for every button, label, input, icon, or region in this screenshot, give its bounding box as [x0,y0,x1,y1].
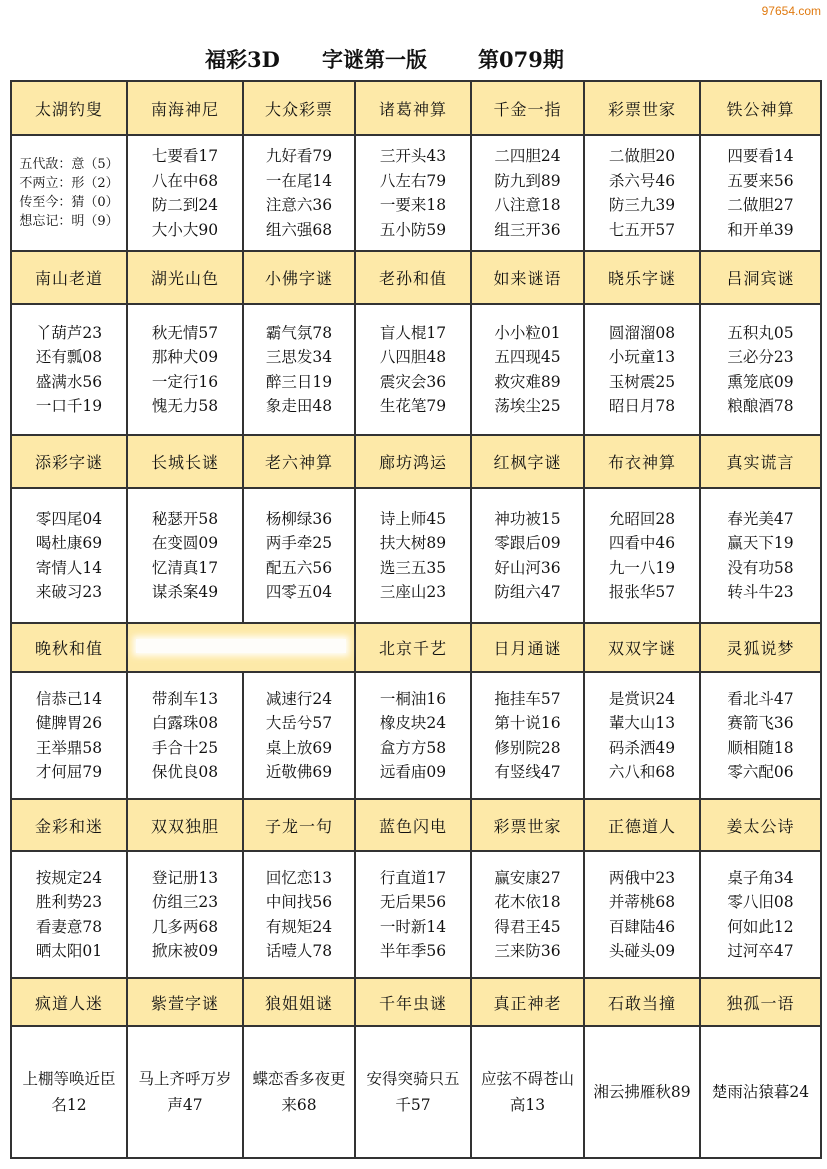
riddle-cell [700,851,821,978]
riddle-line: 胜利势23 [35,893,103,911]
column-author-header: 双双字谜 [584,623,700,672]
riddle-cell [584,851,700,978]
column-author-header: 真正神老 [471,978,584,1026]
riddle-line: 大岳兮57 [265,714,333,732]
riddle-line: 马上齐呼万岁声47 [138,1070,232,1114]
riddle-line: 玉树震25 [608,372,676,391]
riddle-line: 谋杀案49 [151,583,219,601]
column-author-header: 金彩和迷 [11,799,127,851]
riddle-cell [127,1026,243,1158]
riddle-line: 桌上放69 [265,738,333,757]
riddle-line: 四看中46 [608,534,676,552]
riddle-cell [355,304,471,435]
column-author-header: 姜太公诗 [700,799,821,851]
riddle-line: 九好看79 [265,147,333,165]
riddle-line: 防三九39 [608,196,676,214]
riddle-line: 八注意18 [494,196,561,214]
riddle-line: 八四胆48 [379,348,447,366]
riddle-line: 中间找56 [265,893,333,911]
section-body-row [11,304,821,435]
riddle-line: 一桐油16 [379,689,447,708]
riddle-cell [355,672,471,799]
column-author-header: 廊坊鸿运 [355,435,471,488]
riddle-grid [10,80,822,1159]
riddle-cell [584,135,700,251]
riddle-line: 四零五04 [265,583,333,601]
riddle-line: 五要来56 [727,171,794,190]
riddle-line: 有竖线47 [494,763,561,781]
riddle-line: 得君王45 [494,917,561,936]
riddle-line: 是赏识24 [608,689,676,708]
riddle-line: 杀六号46 [608,171,676,190]
riddle-line: 桌子角34 [727,868,794,887]
riddle-line: 霸气氛78 [265,323,333,342]
riddle-line: 三座山23 [379,583,447,601]
riddle-line: 头碰头09 [608,942,676,960]
riddle-line: 好山河36 [494,558,561,577]
riddle-cell [243,672,355,799]
riddle-line: 那种犬09 [151,348,219,366]
riddle-line: 二四胆24 [494,147,561,165]
riddle-line: 来破习23 [35,583,103,601]
page-title [0,44,827,78]
riddle-cell [127,135,243,251]
riddle-cell [471,672,584,799]
title-lottery: 福彩3D [205,47,280,72]
riddle-line: 花木依18 [494,893,561,911]
riddle-line: 蝶恋香多夜更来68 [252,1070,346,1114]
riddle-line: 安得突骑只五千57 [366,1070,460,1114]
riddle-line: 组三开36 [494,220,561,239]
riddle-line: 丫葫芦23 [35,323,103,342]
riddle-line: 话噎人78 [265,942,333,960]
riddle-line: 生花笔79 [379,397,447,415]
column-author-header: 铁公神算 [700,81,821,135]
riddle-line: 配五六56 [265,558,333,577]
column-author-header: 添彩字谜 [11,435,127,488]
riddle-line: 看妻意78 [35,917,103,936]
riddle-line: 一要来18 [379,196,447,214]
riddle-line: 愧无力58 [151,397,219,415]
section-body-row [11,135,821,251]
riddle-line: 半年季56 [379,942,447,960]
riddle-line: 八左右79 [379,171,447,190]
riddle-line: 才何屈79 [35,763,103,781]
riddle-line: 五小防59 [379,220,447,239]
column-author-header: 诸葛神算 [355,81,471,135]
column-author-header: 灵狐说梦 [700,623,821,672]
column-author-header: 大众彩票 [243,81,355,135]
riddle-line: 防组六47 [494,583,561,601]
riddle-cell [700,304,821,435]
riddle-line: 三必分23 [727,348,794,366]
column-author-header: 吕洞宾谜 [700,251,821,304]
riddle-line: 九一八19 [608,558,676,577]
riddle-line: 粮酿酒78 [727,397,794,415]
riddle-line: 有规矩24 [265,917,333,936]
riddle-line: 允昭回28 [608,509,676,528]
riddle-cell [11,1026,127,1158]
riddle-cell [355,135,471,251]
riddle-line: 应弦不碍苍山高13 [480,1070,574,1114]
riddle-cell [243,135,355,251]
riddle-cell [471,851,584,978]
riddle-line: 几多两68 [151,917,219,936]
riddle-cell [700,672,821,799]
riddle-line: 转斗牛23 [727,583,794,601]
obscured-header-area [136,639,346,653]
title-issue: 第079期 [478,47,564,72]
riddle-line: 上棚等唤近臣名12 [22,1070,116,1114]
column-author-header: 真实谎言 [700,435,821,488]
riddle-cell [11,672,127,799]
riddle-line: 不两立：形（2） [19,176,119,191]
riddle-line: 赢天下19 [727,534,794,552]
riddle-line: 近敬佛69 [265,763,333,781]
riddle-line: 忆清真17 [151,558,219,577]
section-header-row [11,251,821,304]
riddle-line: 健脾胃26 [35,714,103,732]
riddle-cell [471,304,584,435]
riddle-line: 湘云拂雁秋89 [593,1083,691,1101]
riddle-cell [355,851,471,978]
riddle-line: 在变圆09 [151,534,219,552]
riddle-line: 零八旧08 [727,893,794,911]
riddle-line: 赢安康27 [494,868,561,887]
riddle-line: 零六配06 [727,763,794,781]
riddle-line: 看北斗47 [727,689,794,708]
riddle-cell [127,851,243,978]
riddle-cell [11,851,127,978]
column-author-header: 子龙一句 [243,799,355,851]
riddle-line: 荡埃尘25 [494,397,561,415]
riddle-line: 七要看17 [151,147,219,165]
section-header-row [11,623,821,672]
riddle-cell [127,488,243,623]
riddle-line: 码杀洒49 [608,738,676,757]
riddle-line: 保优良08 [151,763,219,781]
riddle-line: 行直道17 [379,868,447,887]
riddle-line: 白露珠08 [151,714,219,732]
riddle-line: 三思发34 [265,348,333,366]
riddle-line: 熏笼底09 [727,372,794,391]
riddle-line: 一时新14 [379,917,447,936]
riddle-cell [355,1026,471,1158]
section-header-row [11,435,821,488]
riddle-line: 零跟后09 [494,534,561,552]
column-author-header: 晚秋和值 [11,623,127,672]
riddle-line: 王举鼎58 [35,738,103,757]
column-author-header [127,623,355,672]
section-body-row [11,488,821,623]
riddle-line: 象走田48 [265,397,333,415]
riddle-line: 圆溜溜08 [608,323,676,342]
riddle-cell [11,488,127,623]
riddle-cell [700,488,821,623]
riddle-line: 小小粒01 [494,323,561,342]
riddle-line: 信恭己14 [35,689,103,708]
riddle-line: 四要看14 [727,147,794,165]
riddle-cell [355,488,471,623]
riddle-line: 五积丸05 [727,323,794,342]
riddle-cell [11,304,127,435]
column-author-header: 双双独胆 [127,799,243,851]
riddle-line: 三开头43 [379,147,447,165]
riddle-line: 五四现45 [494,348,561,366]
column-author-header: 千年虫谜 [355,978,471,1026]
section-body-row [11,851,821,978]
riddle-line: 盲人棍17 [379,323,447,342]
riddle-line: 无后果56 [379,893,447,911]
riddle-line: 传至今：猜（0） [19,195,119,210]
riddle-line: 杨柳绿36 [265,509,333,528]
column-author-header: 南山老道 [11,251,127,304]
column-author-header: 独孤一语 [700,978,821,1026]
section-header-row [11,81,821,135]
riddle-line: 并蒂桃68 [608,893,676,911]
riddle-line: 修别院28 [494,738,561,757]
column-author-header: 彩票世家 [471,799,584,851]
riddle-line: 百肆陆46 [608,917,676,936]
riddle-cell [243,1026,355,1158]
riddle-line: 选三五35 [379,558,447,577]
column-author-header: 彩票世家 [584,81,700,135]
riddle-cell [471,488,584,623]
riddle-cell [127,672,243,799]
riddle-line: 盒方方58 [379,738,447,757]
section-body-row [11,1026,821,1158]
riddle-line: 两俄中23 [608,868,676,887]
riddle-line: 远看庙09 [379,763,447,781]
riddle-line: 注意六36 [265,196,333,214]
column-author-header: 石敢当撞 [584,978,700,1026]
riddle-line: 秘瑟开58 [151,509,219,528]
riddle-line: 昭日月78 [608,397,676,415]
riddle-line: 二做胆20 [608,147,676,165]
riddle-line: 六八和68 [608,763,676,781]
riddle-line: 輩大山13 [608,714,676,732]
riddle-line: 减速行24 [265,689,333,708]
watermark-text: 97654.com [761,4,821,18]
riddle-line: 大小大90 [151,220,219,239]
column-author-header: 紫萱字谜 [127,978,243,1026]
riddle-line: 五代敌：意（5） [19,157,119,172]
riddle-line: 小玩童13 [608,348,676,366]
riddle-cell [243,851,355,978]
riddle-line: 何如此12 [727,917,794,936]
riddle-line: 拖挂车57 [494,689,561,708]
column-author-header: 蓝色闪电 [355,799,471,851]
riddle-cell [700,1026,821,1158]
riddle-line: 秋无情57 [151,323,219,342]
riddle-cell [127,304,243,435]
riddle-line: 手合十25 [151,738,219,757]
column-author-header: 狼姐姐谜 [243,978,355,1026]
riddle-line: 八在中68 [151,171,219,190]
riddle-line: 第十说16 [494,714,561,732]
riddle-line: 防二到24 [151,196,219,214]
riddle-line: 震灾会36 [379,372,447,391]
riddle-line: 回忆恋13 [265,868,333,887]
column-author-header: 老六神算 [243,435,355,488]
riddle-line: 醉三日19 [265,372,333,391]
riddle-line: 一定行16 [151,372,219,391]
riddle-line: 七五开57 [608,220,676,239]
riddle-line: 带刹车13 [151,689,219,708]
title-name: 字谜第一版 [322,47,427,72]
riddle-line: 还有瓢08 [35,348,103,366]
section-header-row [11,978,821,1026]
riddle-line: 两手牵25 [265,534,333,552]
riddle-line: 橡皮块24 [379,714,447,732]
column-author-header: 湖光山色 [127,251,243,304]
riddle-line: 没有功58 [727,558,794,577]
riddle-line: 仿组三23 [151,893,219,911]
column-author-header: 正德道人 [584,799,700,851]
column-author-header: 疯道人迷 [11,978,127,1026]
riddle-line: 盛满水56 [35,372,103,391]
riddle-line: 顺相随18 [727,738,794,757]
riddle-line: 扶大树89 [379,534,447,552]
riddle-line: 晒太阳01 [35,942,103,960]
riddle-line: 过河卒47 [727,942,794,960]
riddle-line: 楚雨沾猿暮24 [711,1083,810,1101]
column-author-header: 红枫字谜 [471,435,584,488]
riddle-line: 防九到89 [494,171,561,190]
riddle-line: 寄情人14 [35,558,103,577]
column-author-header: 千金一指 [471,81,584,135]
riddle-line: 按规定24 [35,868,103,887]
riddle-cell [471,135,584,251]
riddle-cell [11,135,127,251]
riddle-cell [243,488,355,623]
column-author-header: 长城长谜 [127,435,243,488]
riddle-cell [584,304,700,435]
column-author-header: 小佛字谜 [243,251,355,304]
riddle-line: 和开单39 [727,220,794,239]
section-body-row [11,672,821,799]
riddle-line: 一在尾14 [265,171,333,190]
riddle-line: 赛箭飞36 [727,714,794,732]
riddle-line: 登记册13 [151,868,219,887]
riddle-line: 零四尾04 [35,509,103,528]
column-author-header: 老孙和值 [355,251,471,304]
section-header-row [11,799,821,851]
column-author-header: 布衣神算 [584,435,700,488]
riddle-cell [471,1026,584,1158]
column-author-header: 如来谜语 [471,251,584,304]
riddle-line: 一口千19 [35,397,103,415]
riddle-line: 想忘记：明（9） [19,214,119,229]
column-author-header: 日月通谜 [471,623,584,672]
riddle-line: 掀床被09 [151,942,219,960]
riddle-line: 春光美47 [727,509,794,528]
riddle-line: 报张华57 [608,583,676,601]
riddle-line: 组六强68 [265,220,333,239]
riddle-line: 救灾难89 [494,372,561,391]
column-author-header: 南海神尼 [127,81,243,135]
riddle-cell [584,1026,700,1158]
riddle-line: 神功被15 [494,509,561,528]
column-author-header: 太湖钓叟 [11,81,127,135]
column-author-header: 晓乐字谜 [584,251,700,304]
riddle-line: 二做胆27 [727,196,794,214]
riddle-cell [243,304,355,435]
riddle-cell [700,135,821,251]
column-author-header: 北京千艺 [355,623,471,672]
riddle-line: 喝杜康69 [35,534,103,552]
riddle-cell [584,672,700,799]
riddle-line: 三来防36 [494,942,561,960]
riddle-line: 诗上师45 [379,509,447,528]
riddle-cell [584,488,700,623]
